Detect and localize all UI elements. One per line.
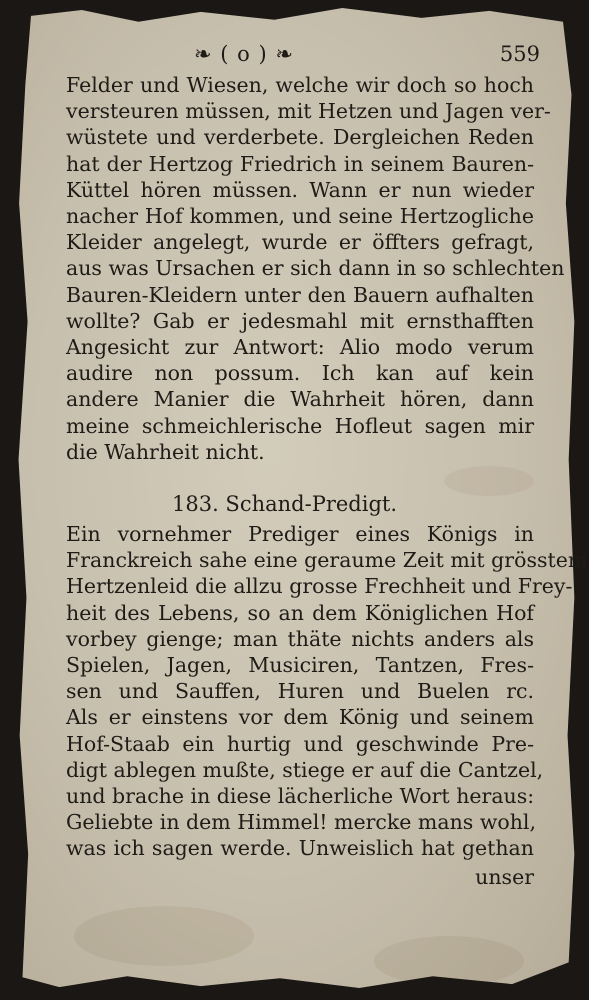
- text-line: Angesicht zur Antwort: Alio modo verum: [66, 335, 534, 360]
- text-line: andere Manier die Wahrheit hören, dann: [66, 387, 534, 412]
- running-header: [66, 40, 540, 72]
- text-line: wüstete und verderbete. Dergleichen Reden: [66, 125, 534, 150]
- water-stain: [74, 906, 254, 966]
- text-line: sen und Sauffen, Huren und Buelen rc.: [66, 679, 534, 704]
- text-line: hat der Hertzog Friedrich in seinem Bauren-: [66, 151, 534, 176]
- text-line: versteuren müssen, mit Hetzen und Jagen ver-: [66, 99, 551, 124]
- text-line: heit des Lebens, so an dem Königlichen Hof: [66, 600, 534, 625]
- text-line: Hof-Staab ein hurtig und geschwinde Pre-: [66, 731, 534, 756]
- text-line: nacher Hof kommen, und seine Hertzogliche: [66, 204, 534, 229]
- text-line: was ich sagen werde. Unweislich hat gethan: [66, 836, 534, 861]
- section-paragraph: [66, 521, 588, 890]
- body-paragraph: [66, 72, 565, 465]
- text-line: Felder und Wiesen, welche wir doch so hoch: [66, 73, 534, 97]
- text-line: die Wahrheit nicht.: [66, 439, 265, 464]
- page-text: [66, 40, 588, 890]
- text-line: Küttel hören müssen. Wann er nun wieder: [66, 177, 534, 202]
- page-number: 559: [499, 42, 540, 66]
- text-line: wollte? Gab er jedesmahl mit ernsthafften: [66, 308, 534, 333]
- text-line: audire non possum. Ich kan auf kein: [66, 361, 534, 386]
- text-line: digt ablegen mußte, stiege er auf die Cantzel,: [66, 757, 544, 782]
- text-line: aus was Ursachen er sich dann in so schlechten: [66, 256, 565, 281]
- text-line: Hertzenleid die allzu grosse Frechheit und Frey-: [66, 574, 573, 599]
- text-line: Ein vornehmer Prediger eines Königs in: [66, 522, 534, 547]
- text-line: Geliebte in dem Himmel! mercke mans wohl,: [66, 810, 536, 835]
- section-title: 183. Schand-Predigt.: [172, 492, 398, 517]
- text-line: Kleider angelegt, wurde er öffters gefragt,: [66, 230, 534, 255]
- text-line: Als er einstens vor dem König und seinem: [66, 705, 534, 730]
- catchword: unser: [475, 864, 534, 889]
- text-line: Franckreich sahe eine geraume Zeit mit grösstem: [66, 548, 588, 573]
- header-ornament: ❧ ( o ) ❧: [194, 42, 294, 66]
- text-line: und brache in diese lächerliche Wort heraus:: [66, 784, 535, 809]
- text-line: Spielen, Jagen, Musiciren, Tantzen, Fres-: [66, 653, 534, 678]
- text-line: vorbey gienge; man thäte nichts anders als: [66, 626, 534, 651]
- text-line: meine schmeichlerische Hofleut sagen mir: [66, 413, 534, 438]
- water-stain: [374, 936, 524, 986]
- text-line: Bauren-Kleidern unter den Bauern aufhalten: [66, 282, 534, 307]
